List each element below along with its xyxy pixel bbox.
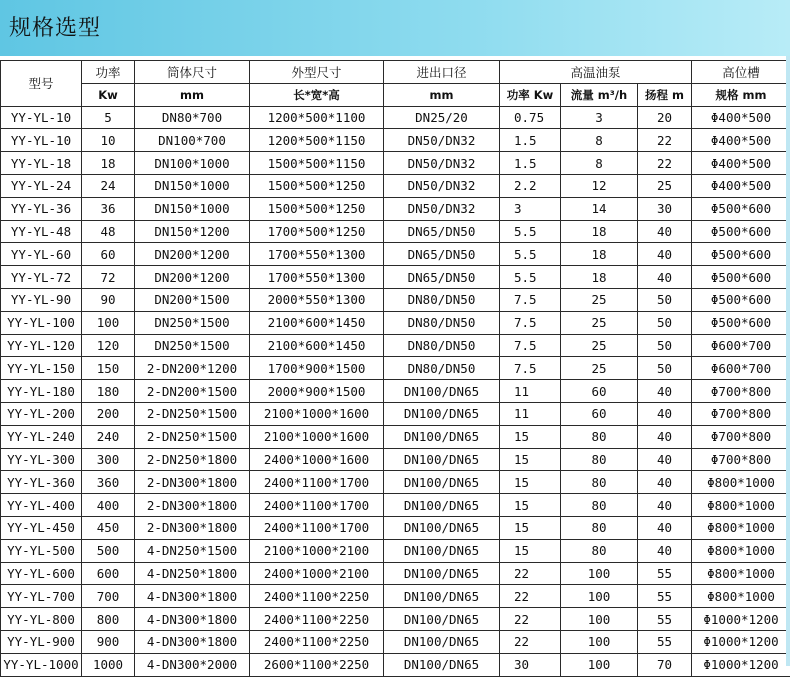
cell-outer: 2400*1100*1700 [250,494,384,517]
cell-pump-lift: 40 [638,402,692,425]
cell-model: YY-YL-10 [1,106,82,129]
cell-tank: Φ800*1000 [692,471,790,494]
cell-power: 36 [82,197,135,220]
cell-model: YY-YL-300 [1,448,82,471]
col-pump-header: 高温油泵 [500,61,692,84]
table-row [1,516,790,539]
cell-power: 300 [82,448,135,471]
cell-outer: 1700*550*1300 [250,266,384,289]
cell-outer: 2400*1100*2250 [250,630,384,653]
cell-model: YY-YL-700 [1,585,82,608]
cell-model: YY-YL-90 [1,288,82,311]
cell-tank: Φ700*800 [692,425,790,448]
cell-pump-power: 22 [500,585,561,608]
cell-pump-flow: 80 [561,471,638,494]
table-row [1,380,790,403]
cell-pump-lift: 40 [638,243,692,266]
cell-tank: Φ1000*1200 [692,653,790,676]
header-row-2 [1,83,790,106]
cell-pump-power: 15 [500,494,561,517]
cell-cylinder: DN200*1200 [135,266,250,289]
cell-outer: 2100*1000*1600 [250,425,384,448]
cell-cylinder: DN80*700 [135,106,250,129]
table-row [1,562,790,585]
cell-pump-power: 2.2 [500,174,561,197]
cell-model: YY-YL-1000 [1,653,82,676]
cell-model: YY-YL-240 [1,425,82,448]
cell-power: 48 [82,220,135,243]
cell-power: 180 [82,380,135,403]
cell-tank: Φ800*1000 [692,562,790,585]
cell-pump-power: 5.5 [500,243,561,266]
cell-cylinder: 2-DN250*1500 [135,402,250,425]
cell-model: YY-YL-200 [1,402,82,425]
cell-tank: Φ800*1000 [692,494,790,517]
cell-pump-power: 11 [500,380,561,403]
table-row [1,608,790,631]
cell-pump-lift: 20 [638,106,692,129]
col-tank-header: 高位槽 [692,61,790,84]
cell-pump-power: 30 [500,653,561,676]
cell-outer: 1700*500*1250 [250,220,384,243]
cell-outer: 2400*1000*1600 [250,448,384,471]
table-row [1,334,790,357]
cell-pump-power: 0.75 [500,106,561,129]
cell-pump-power: 5.5 [500,266,561,289]
cell-tank: Φ1000*1200 [692,630,790,653]
cell-tank: Φ500*600 [692,288,790,311]
table-row [1,288,790,311]
cell-pump-lift: 55 [638,608,692,631]
cell-cylinder: 2-DN300*1800 [135,494,250,517]
table-row [1,311,790,334]
cell-outer: 2400*1100*1700 [250,471,384,494]
cell-tank: Φ400*500 [692,174,790,197]
cell-power: 500 [82,539,135,562]
cell-cylinder: DN200*1200 [135,243,250,266]
cell-inout: DN50/DN32 [384,174,500,197]
cell-inout: DN80/DN50 [384,288,500,311]
cell-cylinder: DN200*1500 [135,288,250,311]
cell-outer: 2100*1000*2100 [250,539,384,562]
cell-model: YY-YL-36 [1,197,82,220]
col-pump-lift: 扬程 m [638,83,692,106]
cell-cylinder: 4-DN300*1800 [135,585,250,608]
col-inout-header: 进出口径 [384,61,500,84]
cell-pump-flow: 80 [561,425,638,448]
cell-tank: Φ600*700 [692,357,790,380]
cell-inout: DN80/DN50 [384,357,500,380]
col-outer-unit: 长*宽*高 [250,83,384,106]
cell-pump-flow: 60 [561,402,638,425]
cell-pump-flow: 18 [561,220,638,243]
cell-model: YY-YL-24 [1,174,82,197]
cell-pump-lift: 50 [638,334,692,357]
cell-model: YY-YL-180 [1,380,82,403]
cell-inout: DN100/DN65 [384,653,500,676]
cell-outer: 2100*1000*1600 [250,402,384,425]
cell-power: 5 [82,106,135,129]
cell-power: 18 [82,152,135,175]
cell-inout: DN100/DN65 [384,425,500,448]
col-outer-header: 外型尺寸 [250,61,384,84]
cell-pump-lift: 50 [638,288,692,311]
header-row-1 [1,61,790,84]
cell-power: 150 [82,357,135,380]
table-row [1,220,790,243]
cell-pump-lift: 55 [638,585,692,608]
spec-table [0,60,790,677]
cell-tank: Φ400*500 [692,106,790,129]
cell-pump-lift: 40 [638,266,692,289]
col-cylinder-unit: mm [135,83,250,106]
cell-pump-lift: 25 [638,174,692,197]
table-row [1,129,790,152]
cell-tank: Φ500*600 [692,266,790,289]
cell-inout: DN100/DN65 [384,448,500,471]
cell-inout: DN50/DN32 [384,129,500,152]
table-row [1,152,790,175]
cell-cylinder: 2-DN200*1200 [135,357,250,380]
cell-power: 120 [82,334,135,357]
cell-outer: 2100*600*1450 [250,311,384,334]
cell-tank: Φ500*600 [692,311,790,334]
cell-model: YY-YL-120 [1,334,82,357]
cell-inout: DN100/DN65 [384,380,500,403]
table-row [1,471,790,494]
col-pump-flow: 流量 m³/h [561,83,638,106]
col-power-header: 功率 [82,61,135,84]
cell-inout: DN100/DN65 [384,494,500,517]
cell-pump-lift: 55 [638,630,692,653]
cell-tank: Φ500*600 [692,220,790,243]
cell-pump-lift: 40 [638,380,692,403]
table-row [1,448,790,471]
cell-model: YY-YL-100 [1,311,82,334]
cell-tank: Φ500*600 [692,243,790,266]
cell-outer: 1500*500*1150 [250,152,384,175]
cell-outer: 2400*1100*2250 [250,585,384,608]
cell-inout: DN100/DN65 [384,608,500,631]
col-power-unit: Kw [82,83,135,106]
cell-power: 450 [82,516,135,539]
table-row [1,630,790,653]
cell-model: YY-YL-18 [1,152,82,175]
cell-outer: 2100*600*1450 [250,334,384,357]
cell-cylinder: DN100*700 [135,129,250,152]
cell-pump-lift: 40 [638,425,692,448]
cell-outer: 1500*500*1250 [250,174,384,197]
table-row [1,357,790,380]
cell-cylinder: 2-DN300*1800 [135,471,250,494]
cell-pump-flow: 8 [561,152,638,175]
cell-model: YY-YL-900 [1,630,82,653]
cell-inout: DN100/DN65 [384,585,500,608]
cell-cylinder: 4-DN300*1800 [135,608,250,631]
title-banner [0,0,790,56]
cell-power: 10 [82,129,135,152]
cell-cylinder: DN250*1500 [135,334,250,357]
cell-pump-flow: 80 [561,494,638,517]
cell-cylinder: 2-DN300*1800 [135,516,250,539]
table-row [1,653,790,676]
cell-pump-lift: 55 [638,562,692,585]
cell-pump-flow: 18 [561,266,638,289]
cell-model: YY-YL-72 [1,266,82,289]
cell-pump-power: 22 [500,608,561,631]
cell-pump-lift: 40 [638,471,692,494]
cell-tank: Φ600*700 [692,334,790,357]
cell-outer: 1200*500*1100 [250,106,384,129]
cell-power: 1000 [82,653,135,676]
cell-inout: DN80/DN50 [384,311,500,334]
cell-inout: DN25/20 [384,106,500,129]
cell-power: 900 [82,630,135,653]
cell-outer: 2400*1100*1700 [250,516,384,539]
cell-pump-power: 7.5 [500,288,561,311]
col-inout-unit: mm [384,83,500,106]
cell-inout: DN100/DN65 [384,562,500,585]
cell-cylinder: DN100*1000 [135,152,250,175]
table-row [1,106,790,129]
cell-pump-power: 15 [500,516,561,539]
cell-model: YY-YL-360 [1,471,82,494]
spec-table-body [1,106,790,676]
cell-tank: Φ800*1000 [692,585,790,608]
cell-pump-lift: 40 [638,494,692,517]
table-row [1,494,790,517]
cell-outer: 1700*550*1300 [250,243,384,266]
cell-pump-flow: 80 [561,516,638,539]
cell-power: 90 [82,288,135,311]
cell-pump-flow: 25 [561,311,638,334]
cell-pump-flow: 100 [561,585,638,608]
cell-pump-flow: 60 [561,380,638,403]
cell-tank: Φ1000*1200 [692,608,790,631]
cell-power: 100 [82,311,135,334]
cell-cylinder: 2-DN250*1500 [135,425,250,448]
cell-power: 600 [82,562,135,585]
cell-cylinder: 4-DN250*1800 [135,562,250,585]
cell-pump-flow: 100 [561,630,638,653]
cell-model: YY-YL-400 [1,494,82,517]
cell-inout: DN80/DN50 [384,334,500,357]
table-row [1,197,790,220]
cell-pump-power: 7.5 [500,357,561,380]
cell-tank: Φ400*500 [692,152,790,175]
cell-pump-flow: 100 [561,608,638,631]
cell-cylinder: DN150*1200 [135,220,250,243]
cell-power: 400 [82,494,135,517]
cell-pump-lift: 40 [638,220,692,243]
cell-cylinder: DN150*1000 [135,174,250,197]
cell-pump-flow: 25 [561,334,638,357]
cell-pump-power: 7.5 [500,334,561,357]
cell-pump-lift: 40 [638,516,692,539]
cell-pump-lift: 50 [638,311,692,334]
cell-pump-lift: 40 [638,539,692,562]
cell-tank: Φ700*800 [692,402,790,425]
cell-pump-lift: 22 [638,129,692,152]
cell-pump-flow: 12 [561,174,638,197]
cell-outer: 2000*550*1300 [250,288,384,311]
cell-pump-flow: 14 [561,197,638,220]
cell-pump-flow: 25 [561,357,638,380]
cell-model: YY-YL-10 [1,129,82,152]
cell-power: 800 [82,608,135,631]
table-row [1,585,790,608]
cell-inout: DN50/DN32 [384,197,500,220]
cell-cylinder: 4-DN300*1800 [135,630,250,653]
cell-tank: Φ800*1000 [692,539,790,562]
cell-pump-power: 1.5 [500,129,561,152]
cell-model: YY-YL-450 [1,516,82,539]
cell-power: 240 [82,425,135,448]
cell-pump-flow: 100 [561,562,638,585]
cell-outer: 1200*500*1150 [250,129,384,152]
cell-cylinder: DN150*1000 [135,197,250,220]
cell-tank: Φ800*1000 [692,516,790,539]
cell-pump-power: 22 [500,562,561,585]
cell-pump-flow: 3 [561,106,638,129]
cell-outer: 1500*500*1250 [250,197,384,220]
cell-power: 60 [82,243,135,266]
cell-pump-flow: 80 [561,448,638,471]
table-row [1,243,790,266]
cell-model: YY-YL-600 [1,562,82,585]
cell-outer: 1700*900*1500 [250,357,384,380]
cell-inout: DN100/DN65 [384,630,500,653]
cell-cylinder: DN250*1500 [135,311,250,334]
cell-inout: DN100/DN65 [384,539,500,562]
cell-model: YY-YL-150 [1,357,82,380]
cell-pump-flow: 18 [561,243,638,266]
cell-cylinder: 2-DN200*1500 [135,380,250,403]
cell-pump-flow: 100 [561,653,638,676]
cell-model: YY-YL-500 [1,539,82,562]
cell-cylinder: 4-DN300*2000 [135,653,250,676]
cell-pump-lift: 30 [638,197,692,220]
cell-pump-power: 15 [500,448,561,471]
cell-inout: DN65/DN50 [384,220,500,243]
cell-model: YY-YL-60 [1,243,82,266]
cell-tank: Φ700*800 [692,448,790,471]
cell-pump-power: 15 [500,539,561,562]
col-pump-power: 功率 Kw [500,83,561,106]
cell-pump-power: 15 [500,471,561,494]
cell-tank: Φ400*500 [692,129,790,152]
cell-pump-power: 3 [500,197,561,220]
cell-pump-lift: 50 [638,357,692,380]
cell-inout: DN65/DN50 [384,243,500,266]
cell-inout: DN50/DN32 [384,152,500,175]
right-edge-strip [786,56,790,666]
table-row [1,266,790,289]
cell-inout: DN100/DN65 [384,471,500,494]
page-title: 规格选型 [9,11,101,42]
table-row [1,425,790,448]
cell-outer: 2600*1100*2250 [250,653,384,676]
cell-pump-power: 1.5 [500,152,561,175]
cell-model: YY-YL-800 [1,608,82,631]
cell-pump-power: 5.5 [500,220,561,243]
cell-pump-power: 7.5 [500,311,561,334]
cell-pump-flow: 8 [561,129,638,152]
cell-power: 700 [82,585,135,608]
table-row [1,402,790,425]
col-cylinder-header: 筒体尺寸 [135,61,250,84]
cell-pump-power: 22 [500,630,561,653]
col-tank-unit: 规格 mm [692,83,790,106]
cell-pump-lift: 70 [638,653,692,676]
cell-pump-flow: 80 [561,539,638,562]
col-model-header: 型号 [1,61,82,107]
cell-inout: DN65/DN50 [384,266,500,289]
cell-power: 24 [82,174,135,197]
cell-power: 72 [82,266,135,289]
table-row [1,174,790,197]
cell-outer: 2000*900*1500 [250,380,384,403]
cell-cylinder: 4-DN250*1500 [135,539,250,562]
cell-outer: 2400*1000*2100 [250,562,384,585]
cell-pump-power: 15 [500,425,561,448]
cell-outer: 2400*1100*2250 [250,608,384,631]
cell-pump-flow: 25 [561,288,638,311]
cell-inout: DN100/DN65 [384,516,500,539]
cell-power: 200 [82,402,135,425]
cell-model: YY-YL-48 [1,220,82,243]
cell-power: 360 [82,471,135,494]
cell-pump-power: 11 [500,402,561,425]
cell-pump-lift: 40 [638,448,692,471]
cell-pump-lift: 22 [638,152,692,175]
cell-tank: Φ500*600 [692,197,790,220]
cell-inout: DN100/DN65 [384,402,500,425]
cell-cylinder: 2-DN250*1800 [135,448,250,471]
cell-tank: Φ700*800 [692,380,790,403]
table-row [1,539,790,562]
